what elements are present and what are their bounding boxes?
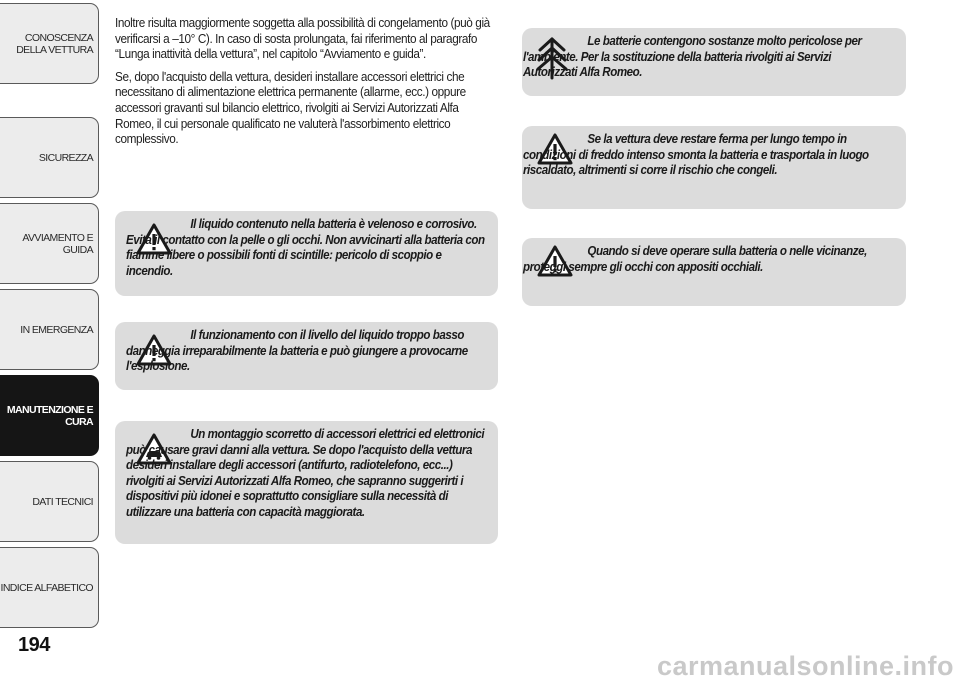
tab-indice-alfabetico[interactable]: INDICE ALFABETICO [0,547,99,628]
body-text-left [115,15,498,154]
note-text: Il funzionamento con il livello del liquido troppo basso danneggia irreparabilmente la batteria e può giungere a provocarne l'esplosione. [126,328,468,374]
tab-conoscenza-della-vettura[interactable]: CONOSCENZA DELLA VETTURA [0,3,99,84]
note-text: Le batterie contengono sostanze molto pericolose per l'ambiente. Per la sostituzione della batteria rivolgiti ai Servizi Autorizzati Alfa Romeo. [523,34,862,80]
tab-sicurezza[interactable]: SICUREZZA [0,117,99,198]
warning-note [522,126,906,209]
caution-note [115,421,498,544]
environment-note [522,28,906,96]
tab-in-emergenza[interactable]: IN EMERGENZA [0,289,99,370]
tab-manutenzione-e-cura[interactable]: MANUTENZIONE E CURA [0,375,99,456]
paragraph: Inoltre risulta maggiormente soggetta alla possibilità di congelamento (può già verificarsi a –10° C). In caso di sosta prolungata, fai riferimento al paragrafo “Lunga inattività della vettura”, nel capitolo “Avviamento e guida”. [115,15,490,62]
tab-avviamento-e-guida[interactable]: AVVIAMENTO E GUIDA [0,203,99,284]
page-number: 194 [18,634,50,656]
note-text: Se la vettura deve restare ferma per lungo tempo in condizioni di freddo intenso smonta la batteria e trasportala in luogo riscaldato, altrimenti si corre il rischio che congeli. [523,132,869,178]
watermark: carmanualsonline.info [656,651,954,681]
warning-note [522,238,906,306]
note-text: Il liquido contenuto nella batteria è velenoso e corrosivo. Evita il contatto con la pelle o gli occhi. Non avvicinarti alla batteria con fiamme libere o possibili fonti di scintille: pericolo di scoppio e incendio. [126,217,485,278]
paragraph: Se, dopo l'acquisto della vettura, desideri installare accessori elettrici che necessitano di alimentazione elettrica permanente (allarme, ecc.) oppure accessori gravanti sul bilancio elettrico, rivolgiti ai Servizi Autorizzati Alfa Romeo, il cui personale qualificato ne valuterà l'assorbimento elettrico complessivo. [115,68,466,147]
warning-note [115,322,498,390]
note-text: Un montaggio scorretto di accessori elettrici ed elettronici può causare gravi danni alla vettura. Se dopo l'acquisto della vettura desideri installare degli accessori (antifurto, radiotelefono, ecc...) rivolgiti ai Servizi Autorizzati Alfa Romeo, che sapranno suggerirti i dispositivi più idonei e soprattutto consigliare sulla necessità di utilizzare una batteria con capacità maggiorata. [126,427,485,519]
warning-note [115,211,498,296]
chapter-sidebar [0,0,102,686]
note-text: Quando si deve operare sulla batteria o nelle vicinanze, proteggi sempre gli occhi con appositi occhiali. [523,244,867,274]
tab-dati-tecnici[interactable]: DATI TECNICI [0,461,99,542]
